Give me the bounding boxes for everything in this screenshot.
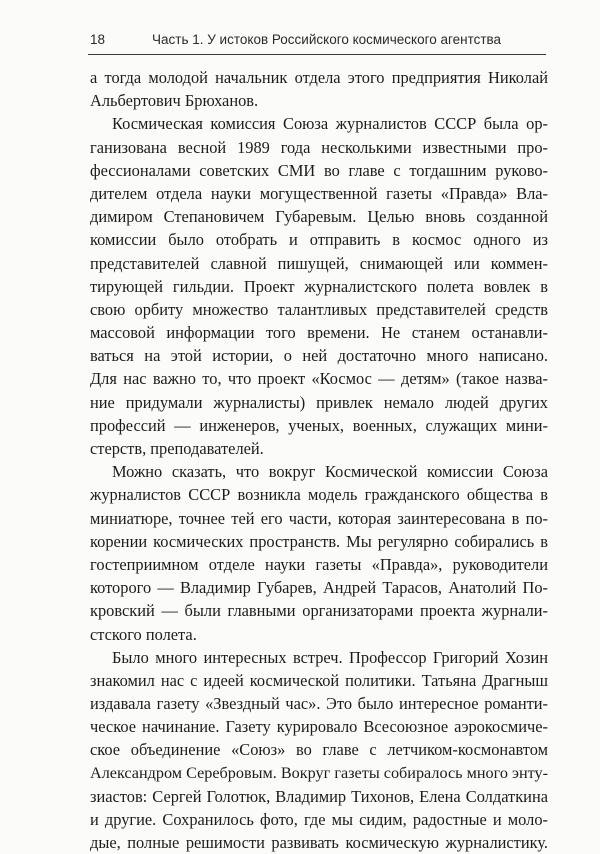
text-line: комиссии было отобрать и отправить в космос одного из	[90, 230, 548, 250]
text-line: Для нас важно то, что проект «Космос — детям» (такое назва-	[90, 369, 548, 389]
text-line: стерств, преподавателей.	[90, 439, 264, 458]
text-line: массовой информации того времени. Не станем останавли-	[90, 323, 548, 343]
text-line: которого — Владимир Губарев, Андрей Тарасов, Анатолий По-	[90, 578, 548, 598]
text-line: Александром Серебровым. Вокруг газеты собиралось много энту-	[90, 763, 548, 782]
text-line: фессионалами советских СМИ во главе с тогдашним руково-	[90, 160, 548, 180]
text-line: миниатюре, точнее тей его части, которая заинтересована в по-	[90, 508, 548, 528]
text-line: а тогда молодой начальник отдела этого предприятия Николай	[90, 68, 548, 87]
text-line: тирующей гильдии. Проект журналистского полета вовлек в	[90, 276, 548, 296]
text-line: Альбертович Брюханов.	[90, 91, 259, 111]
page-number: 18	[90, 32, 106, 47]
text-line: дые, полные решимости развивать космическую журналистику.	[90, 833, 548, 853]
text-line: издавала газету «Звездный час». Это было интересное романти-	[90, 694, 548, 714]
text-line: Можно сказать, что вокруг Космической комиссии Союза	[112, 462, 548, 482]
text-line: и другие. Сохранилось фото, где мы сидим, радостные и моло-	[90, 810, 548, 829]
text-line: профессий — инженеров, ученых, военных, служащих мини-	[90, 415, 548, 435]
running-header	[90, 32, 544, 47]
text-line: корении космических пространств. Мы регулярно собирались в	[90, 531, 548, 551]
text-line: гостеприимном отделе науки газеты «Правда», руководители	[90, 554, 548, 574]
text-line: Было много интересных встреч. Профессор Григорий Хозин	[112, 647, 548, 667]
running-title: Часть 1. У истоков Российского космического агентства	[152, 32, 502, 47]
text-line: ское объединение «Союз» во главе с летчиком-космонавтом	[90, 740, 548, 760]
text-line: свою орбиту множество талантливых представителей средств	[90, 299, 548, 319]
text-line: ганизована весной 1989 года несколькими известными про-	[90, 137, 548, 157]
text-line: ческое начинание. Газету курировало Всесоюзное аэрокосмиче-	[90, 717, 548, 737]
text-line: представителей славной пишущей, снимающей или коммен-	[90, 253, 548, 273]
text-line: журналистов СССР возникла модель гражданского общества в	[90, 485, 548, 505]
body-text	[90, 66, 548, 854]
header-rule	[88, 54, 546, 55]
text-line: стского полета.	[90, 624, 197, 644]
text-line: димиром Степановичем Губаревым. Целью вновь созданной	[90, 207, 548, 227]
text-line: дителем отдела науки могущественной газеты «Правда» Вла-	[90, 183, 548, 203]
text-line: ние придумали журналисты) привлек немало людей других	[90, 392, 548, 412]
text-line: кровский — были главными организаторами проекта журнали-	[90, 601, 548, 621]
text-line: зиастов: Сергей Голотюк, Владимир Тихонов, Елена Солдаткина	[90, 786, 548, 806]
text-line: ваться на этой истории, о ней достаточно много написано.	[90, 346, 548, 366]
text-line: знакомил нас с идеей космической политики. Татьяна Драгныш	[90, 670, 548, 690]
text-line: Космическая комиссия Союза журналистов СССР была ор-	[112, 114, 548, 134]
